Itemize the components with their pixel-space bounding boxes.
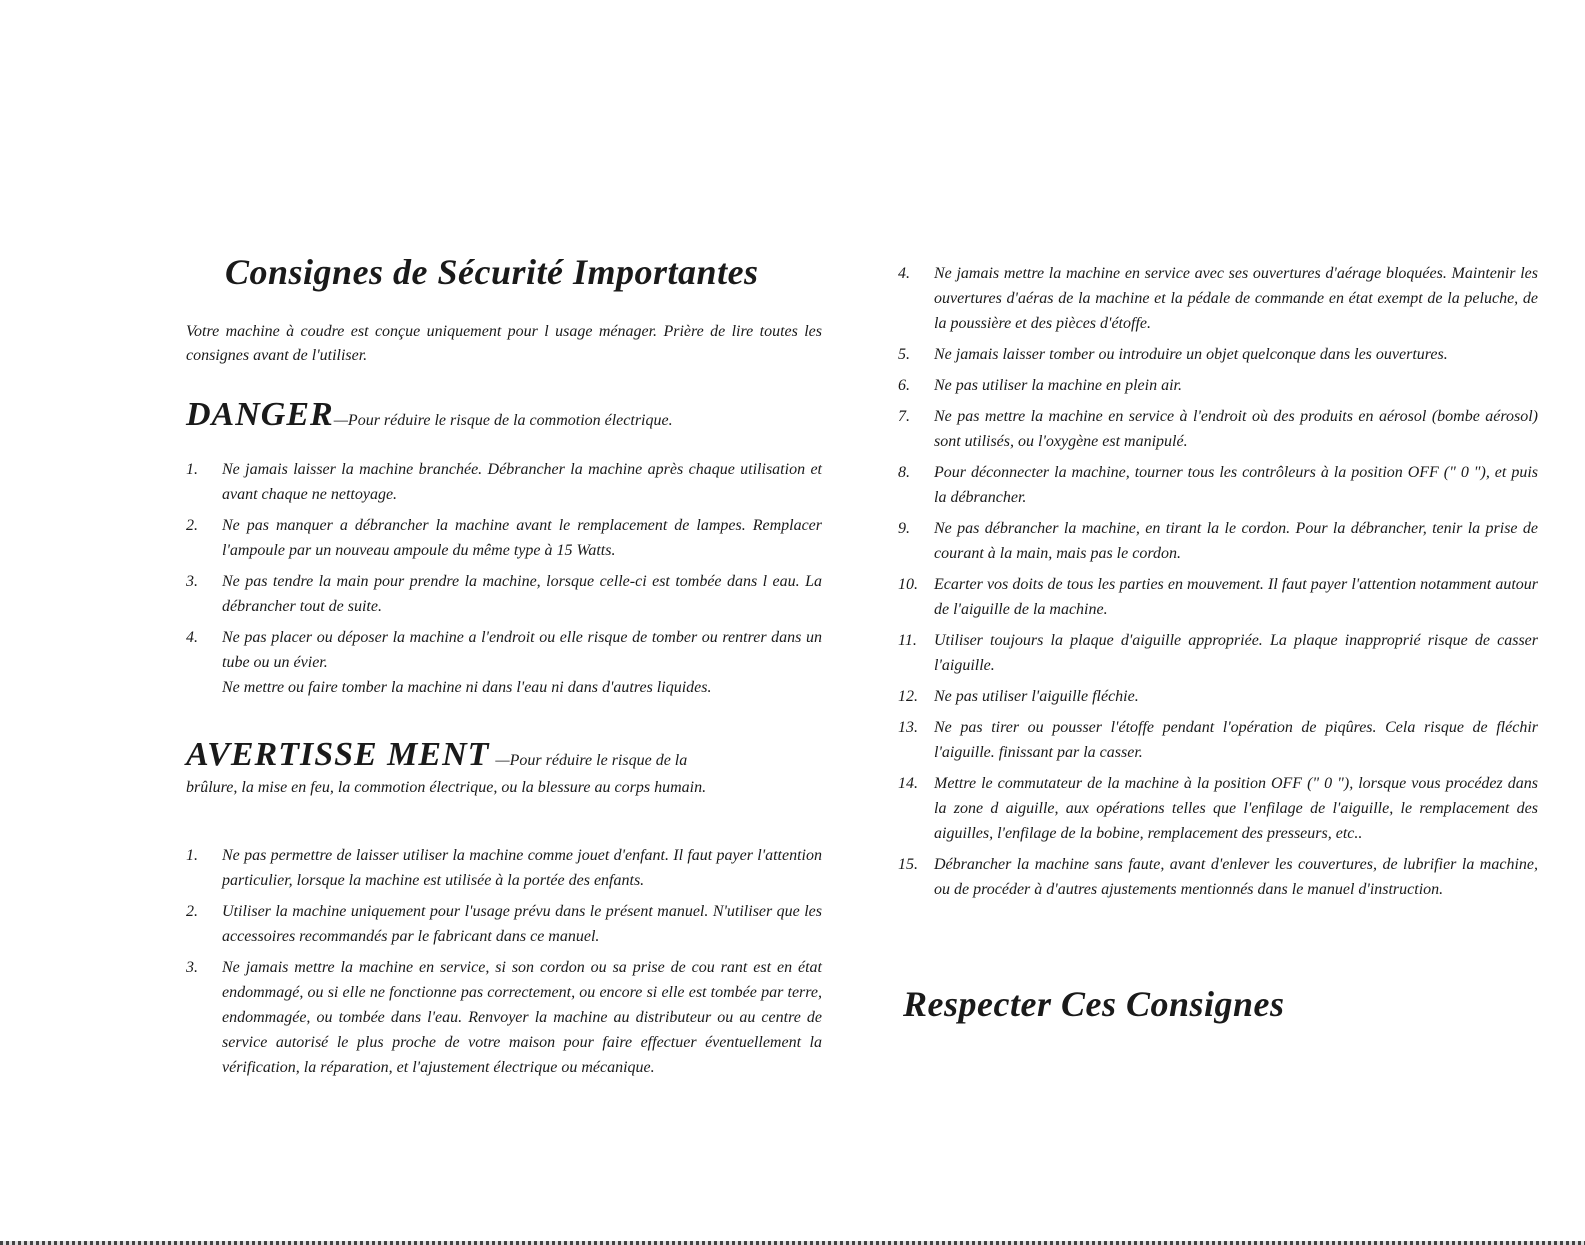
page-title: Consignes de Sécurité Importantes bbox=[225, 252, 759, 292]
list-item bbox=[186, 457, 822, 507]
avertissement-word: AVERTISSE MENT bbox=[186, 736, 490, 773]
avertissement-list bbox=[186, 843, 822, 1086]
continued-safety-list bbox=[898, 261, 1538, 908]
list-item bbox=[186, 569, 822, 619]
item-number: 9. bbox=[898, 520, 910, 537]
item-text: Débrancher la machine sans faute, avant d'enlever les couvertures, de lubrifier la machine, ou de procéder à d'autres ajustements mentionnés dans le manuel d'instruction. bbox=[934, 856, 1538, 898]
item-number: 4. bbox=[898, 265, 910, 282]
avertissement-subtext-continued: brûlure, la mise en feu, la commotion électrique, ou la blessure au corps humain. bbox=[186, 779, 707, 796]
item-text: Ne pas tendre la main pour prendre la machine, lorsque celle-ci est tombée dans l eau. La débrancher tout de suite. bbox=[222, 573, 822, 615]
list-item bbox=[898, 516, 1538, 566]
list-item bbox=[186, 955, 822, 1080]
danger-list bbox=[186, 457, 822, 706]
item-text: Ne jamais laisser tomber ou introduire un objet quelconque dans les ouvertures. bbox=[934, 346, 1448, 363]
scan-edge-divider bbox=[0, 1241, 1585, 1245]
item-extra-text: Ne mettre ou faire tomber la machine ni dans l'eau ni dans d'autres liquides. bbox=[222, 679, 712, 696]
item-text: Ne jamais mettre la machine en service, si son cordon ou sa prise de cou rant est en état endommagé, ou si elle ne fonctionne pas correctement, ou encore si elle est tombée par terre, endommagée, ou tombée dans l'eau. Renvoyer la machine au distributeur ou au centre de service autorisé le plus proche de votre maison pour faire effectuer éventuellement la vérification, la réparation, et l'ajustement électrique ou mécanique. bbox=[222, 959, 822, 1076]
item-text: Ne pas mettre la machine en service à l'endroit où des produits en aérosol (bombe aérosol) sont utilisés, ou l'oxygène est manipulé. bbox=[934, 408, 1538, 450]
list-item bbox=[898, 342, 1538, 367]
item-text: Ne pas permettre de laisser utiliser la machine comme jouet d'enfant. Il faut payer l'attention particulier, lorsque la machine est utilisée à la portée des enfants. bbox=[222, 847, 822, 889]
item-number: 3. bbox=[186, 573, 198, 590]
item-number: 12. bbox=[898, 688, 918, 705]
list-item bbox=[898, 373, 1538, 398]
item-text: Ne pas tirer ou pousser l'étoffe pendant l'opération de piqûres. Cela risque de fléchir l'aiguille. finissant par la casser. bbox=[934, 719, 1538, 761]
list-item bbox=[898, 715, 1538, 765]
item-text: Mettre le commutateur de la machine à la position OFF (" 0 "), lorsque vous procédez dans la zone d aiguille, aux opérations telles que l'enfilage de l'aiguille, le remplacement des aiguilles, l'enfilage de la bobine, remplacement des presseurs, etc.. bbox=[934, 775, 1538, 842]
item-number: 3. bbox=[186, 959, 198, 976]
avertissement-subtext: —Pour réduire le risque de la bbox=[495, 752, 688, 769]
danger-word: DANGER bbox=[186, 396, 334, 433]
list-item bbox=[898, 460, 1538, 510]
list-item bbox=[186, 899, 822, 949]
item-text: Ne pas débrancher la machine, en tirant la le cordon. Pour la débrancher, tenir la prise de courant à la main, mais pas le cordon. bbox=[934, 520, 1538, 562]
list-item bbox=[898, 404, 1538, 454]
item-number: 4. bbox=[186, 629, 198, 646]
item-number: 7. bbox=[898, 408, 910, 425]
item-number: 5. bbox=[898, 346, 910, 363]
list-item bbox=[186, 513, 822, 563]
item-text: Ne pas utiliser l'aiguille fléchie. bbox=[934, 688, 1139, 705]
item-number: 11. bbox=[898, 632, 917, 649]
list-item bbox=[898, 684, 1538, 709]
list-item bbox=[898, 261, 1538, 336]
item-number: 15. bbox=[898, 856, 918, 873]
item-text: Pour déconnecter la machine, tourner tous les contrôleurs à la position OFF (" 0 "), et puis la débrancher. bbox=[934, 464, 1538, 506]
item-number: 8. bbox=[898, 464, 910, 481]
list-item bbox=[898, 628, 1538, 678]
closing-heading: Respecter Ces Consignes bbox=[903, 984, 1285, 1024]
item-number: 14. bbox=[898, 775, 918, 792]
item-number: 10. bbox=[898, 576, 918, 593]
list-item bbox=[186, 843, 822, 893]
list-item bbox=[898, 852, 1538, 902]
item-text: Ne pas utiliser la machine en plein air. bbox=[934, 377, 1182, 394]
item-number: 13. bbox=[898, 719, 918, 736]
list-item bbox=[898, 771, 1538, 846]
item-number: 2. bbox=[186, 517, 198, 534]
item-text: Ne jamais laisser la machine branchée. Débrancher la machine après chaque utilisation et avant chaque ne nettoyage. bbox=[222, 461, 822, 503]
item-text: Ne pas placer ou déposer la machine a l'endroit ou elle risque de tomber ou rentrer dans un tube ou un évier. bbox=[222, 629, 822, 671]
item-text: Utiliser toujours la plaque d'aiguille appropriée. La plaque inapproprié risque de casser l'aiguille. bbox=[934, 632, 1538, 674]
item-text: Ne pas manquer a débrancher la machine avant le remplacement de lampes. Remplacer l'ampoule par un nouveau ampoule du même type à 15 Watts. bbox=[222, 517, 822, 559]
list-item bbox=[898, 572, 1538, 622]
item-number: 1. bbox=[186, 461, 198, 478]
item-number: 2. bbox=[186, 903, 198, 920]
danger-subtext: —Pour réduire le risque de la commotion électrique. bbox=[333, 412, 673, 429]
item-text: Ecarter vos doits de tous les parties en mouvement. Il faut payer l'attention notamment autour de l'aiguille de la machine. bbox=[934, 576, 1538, 618]
avertissement-heading bbox=[186, 738, 822, 772]
item-text: Utiliser la machine uniquement pour l'usage prévu dans le présent manuel. N'utiliser que les accessoires recommandés par le fabricant dans ce manuel. bbox=[222, 903, 822, 945]
intro-paragraph: Votre machine à coudre est conçue uniquement pour l usage ménager. Prière de lire toutes les consignes avant de l'utiliser. bbox=[186, 323, 822, 364]
item-number: 1. bbox=[186, 847, 198, 864]
list-item bbox=[186, 625, 822, 700]
item-number: 6. bbox=[898, 377, 910, 394]
item-text: Ne jamais mettre la machine en service avec ses ouvertures d'aérage bloquées. Maintenir les ouvertures d'aéras de la machine et la pédale de commande en état exempt de la peluche, de la poussière et des pièces d'étoffe. bbox=[934, 265, 1538, 332]
danger-heading bbox=[186, 398, 673, 432]
